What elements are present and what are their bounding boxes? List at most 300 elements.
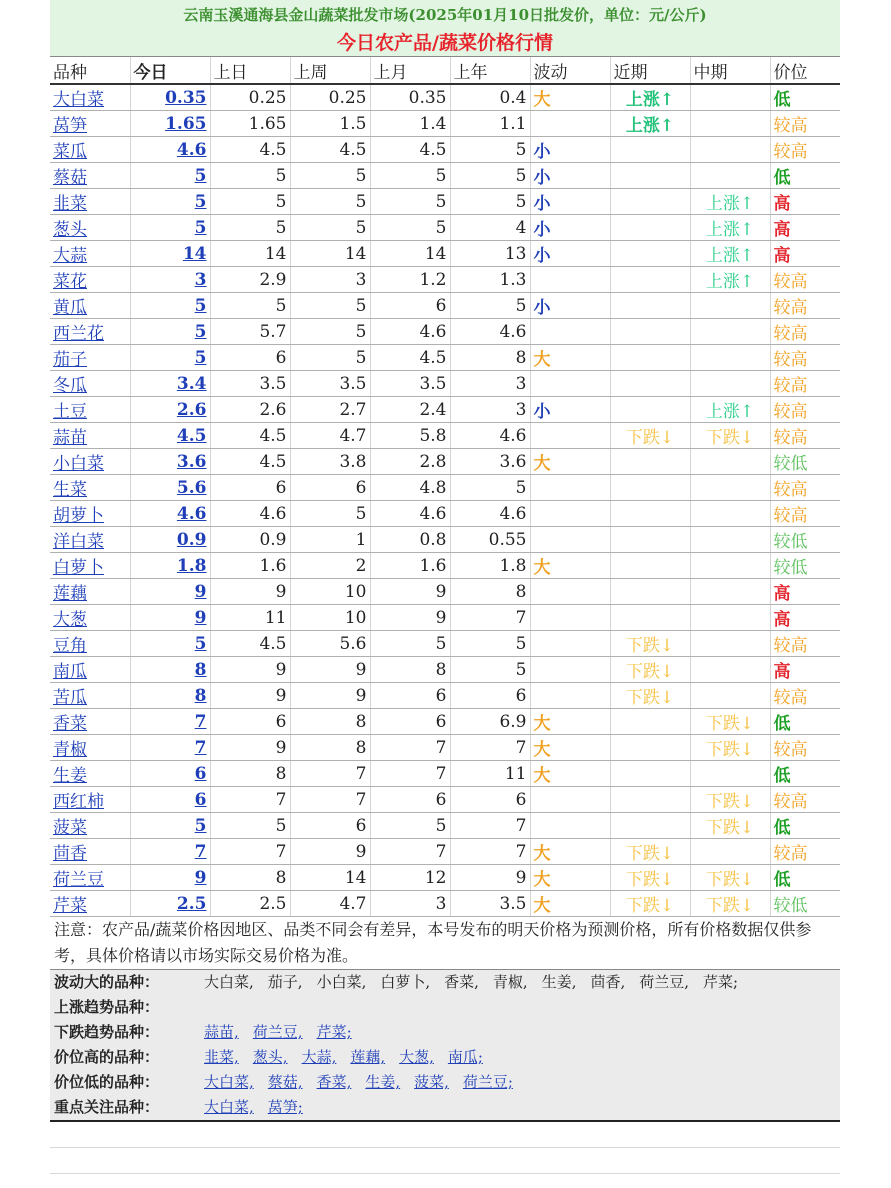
price-level-cell[interactable]: 较高: [770, 111, 840, 137]
prev-week-cell[interactable]: 1.5: [290, 111, 370, 137]
mid-trend-cell[interactable]: 下跌↓: [690, 709, 770, 735]
veg-name-cell[interactable]: 菜花: [50, 267, 130, 293]
prev-day-cell[interactable]: 4.6: [210, 501, 290, 527]
prev-year-cell[interactable]: 1.1: [450, 111, 530, 137]
volatility-cell[interactable]: [530, 475, 610, 501]
prev-day-cell[interactable]: 9: [210, 683, 290, 709]
volatility-cell[interactable]: 小: [530, 397, 610, 423]
prev-day-cell[interactable]: 6: [210, 709, 290, 735]
prev-month-cell[interactable]: 4.6: [370, 319, 450, 345]
prev-week-cell[interactable]: 0.25: [290, 84, 370, 111]
mid-trend-cell[interactable]: [690, 631, 770, 657]
prev-month-cell[interactable]: 4.6: [370, 501, 450, 527]
volatility-cell[interactable]: 大: [530, 761, 610, 787]
prev-year-cell[interactable]: 6.9: [450, 709, 530, 735]
prev-day-cell[interactable]: 4.5: [210, 631, 290, 657]
prev-week-cell[interactable]: 9: [290, 657, 370, 683]
mid-trend-cell[interactable]: 上涨↑: [690, 397, 770, 423]
summary-item[interactable]: 荷兰豆;: [462, 1073, 513, 1091]
near-trend-cell[interactable]: [610, 397, 690, 423]
volatility-cell[interactable]: [530, 319, 610, 345]
prev-year-cell[interactable]: 0.4: [450, 84, 530, 111]
prev-day-cell[interactable]: 6: [210, 475, 290, 501]
prev-week-cell[interactable]: 14: [290, 865, 370, 891]
volatility-cell[interactable]: 小: [530, 137, 610, 163]
prev-year-cell[interactable]: 6: [450, 683, 530, 709]
prev-year-cell[interactable]: 7: [450, 605, 530, 631]
veg-name-cell[interactable]: 大白菜: [50, 84, 130, 111]
prev-year-cell[interactable]: 8: [450, 579, 530, 605]
prev-week-cell[interactable]: 5: [290, 501, 370, 527]
prev-month-cell[interactable]: 5: [370, 215, 450, 241]
prev-day-cell[interactable]: 2.9: [210, 267, 290, 293]
prev-year-cell[interactable]: 5: [450, 475, 530, 501]
near-trend-cell[interactable]: 上涨↑: [610, 111, 690, 137]
today-price-cell[interactable]: 3: [130, 267, 210, 293]
volatility-cell[interactable]: 大: [530, 735, 610, 761]
veg-name-cell[interactable]: 黄瓜: [50, 293, 130, 319]
prev-week-cell[interactable]: 2: [290, 553, 370, 579]
mid-trend-cell[interactable]: [690, 527, 770, 553]
summary-item[interactable]: 大葱,: [399, 1048, 434, 1066]
today-price-cell[interactable]: 14: [130, 241, 210, 267]
prev-month-cell[interactable]: 1.4: [370, 111, 450, 137]
volatility-cell[interactable]: 大: [530, 345, 610, 371]
volatility-cell[interactable]: 大: [530, 891, 610, 917]
price-level-cell[interactable]: 低: [770, 865, 840, 891]
price-level-cell[interactable]: 高: [770, 189, 840, 215]
near-trend-cell[interactable]: [610, 501, 690, 527]
veg-name-cell[interactable]: 莲藕: [50, 579, 130, 605]
price-level-cell[interactable]: 低: [770, 84, 840, 111]
prev-month-cell[interactable]: 4.5: [370, 345, 450, 371]
prev-year-cell[interactable]: 3: [450, 397, 530, 423]
prev-week-cell[interactable]: 7: [290, 761, 370, 787]
price-level-cell[interactable]: 低: [770, 761, 840, 787]
prev-year-cell[interactable]: 0.55: [450, 527, 530, 553]
near-trend-cell[interactable]: [610, 475, 690, 501]
prev-year-cell[interactable]: 8: [450, 345, 530, 371]
col-near-trend[interactable]: 近期: [610, 57, 690, 84]
volatility-cell[interactable]: 大: [530, 84, 610, 111]
today-price-cell[interactable]: 0.9: [130, 527, 210, 553]
prev-week-cell[interactable]: 5: [290, 163, 370, 189]
volatility-cell[interactable]: [530, 631, 610, 657]
veg-name-cell[interactable]: 莴笋: [50, 111, 130, 137]
price-level-cell[interactable]: 较高: [770, 345, 840, 371]
price-level-cell[interactable]: 较高: [770, 631, 840, 657]
today-price-cell[interactable]: 4.6: [130, 501, 210, 527]
price-level-cell[interactable]: 较低: [770, 449, 840, 475]
veg-name-cell[interactable]: 菜瓜: [50, 137, 130, 163]
veg-name-cell[interactable]: 洋白菜: [50, 527, 130, 553]
prev-week-cell[interactable]: 5: [290, 215, 370, 241]
today-price-cell[interactable]: 4.6: [130, 137, 210, 163]
prev-week-cell[interactable]: 14: [290, 241, 370, 267]
prev-month-cell[interactable]: 7: [370, 761, 450, 787]
veg-name-cell[interactable]: 青椒: [50, 735, 130, 761]
volatility-cell[interactable]: 大: [530, 553, 610, 579]
prev-week-cell[interactable]: 8: [290, 709, 370, 735]
price-level-cell[interactable]: 较低: [770, 527, 840, 553]
volatility-cell[interactable]: 大: [530, 865, 610, 891]
veg-name-cell[interactable]: 蔡菇: [50, 163, 130, 189]
prev-year-cell[interactable]: 3.6: [450, 449, 530, 475]
prev-week-cell[interactable]: 4.5: [290, 137, 370, 163]
near-trend-cell[interactable]: 下跌↓: [610, 683, 690, 709]
today-price-cell[interactable]: 9: [130, 605, 210, 631]
near-trend-cell[interactable]: [610, 241, 690, 267]
price-level-cell[interactable]: 较高: [770, 787, 840, 813]
col-volatility[interactable]: 波动: [530, 57, 610, 84]
near-trend-cell[interactable]: [610, 163, 690, 189]
prev-day-cell[interactable]: 0.25: [210, 84, 290, 111]
prev-day-cell[interactable]: 8: [210, 865, 290, 891]
prev-week-cell[interactable]: 9: [290, 839, 370, 865]
mid-trend-cell[interactable]: [690, 657, 770, 683]
prev-year-cell[interactable]: 9: [450, 865, 530, 891]
price-level-cell[interactable]: 高: [770, 579, 840, 605]
prev-year-cell[interactable]: 7: [450, 813, 530, 839]
empty-row[interactable]: [50, 1148, 840, 1174]
near-trend-cell[interactable]: [610, 605, 690, 631]
prev-month-cell[interactable]: 14: [370, 241, 450, 267]
prev-week-cell[interactable]: 4.7: [290, 891, 370, 917]
near-trend-cell[interactable]: [610, 761, 690, 787]
price-level-cell[interactable]: 较高: [770, 423, 840, 449]
today-price-cell[interactable]: 5: [130, 631, 210, 657]
mid-trend-cell[interactable]: [690, 553, 770, 579]
prev-day-cell[interactable]: 1.65: [210, 111, 290, 137]
mid-trend-cell[interactable]: [690, 449, 770, 475]
price-level-cell[interactable]: 较高: [770, 501, 840, 527]
volatility-cell[interactable]: 大: [530, 839, 610, 865]
near-trend-cell[interactable]: 下跌↓: [610, 891, 690, 917]
near-trend-cell[interactable]: [610, 709, 690, 735]
today-price-cell[interactable]: 8: [130, 683, 210, 709]
mid-trend-cell[interactable]: [690, 579, 770, 605]
veg-name-cell[interactable]: 西兰花: [50, 319, 130, 345]
veg-name-cell[interactable]: 南瓜: [50, 657, 130, 683]
mid-trend-cell[interactable]: [690, 475, 770, 501]
summary-item[interactable]: 大蒜,: [301, 1048, 337, 1066]
veg-name-cell[interactable]: 西红柿: [50, 787, 130, 813]
mid-trend-cell[interactable]: [690, 163, 770, 189]
prev-year-cell[interactable]: 5: [450, 163, 530, 189]
near-trend-cell[interactable]: [610, 215, 690, 241]
mid-trend-cell[interactable]: 下跌↓: [690, 865, 770, 891]
veg-name-cell[interactable]: 蒜苗: [50, 423, 130, 449]
price-level-cell[interactable]: 较高: [770, 839, 840, 865]
price-level-cell[interactable]: 较高: [770, 137, 840, 163]
near-trend-cell[interactable]: [610, 527, 690, 553]
summary-item[interactable]: 蒜苗,: [204, 1023, 239, 1041]
prev-day-cell[interactable]: 5: [210, 215, 290, 241]
mid-trend-cell[interactable]: [690, 839, 770, 865]
volatility-cell[interactable]: 小: [530, 189, 610, 215]
volatility-cell[interactable]: [530, 423, 610, 449]
volatility-cell[interactable]: [530, 501, 610, 527]
summary-item[interactable]: 蔡菇,: [267, 1073, 303, 1091]
today-price-cell[interactable]: 5: [130, 215, 210, 241]
prev-year-cell[interactable]: 1.3: [450, 267, 530, 293]
prev-month-cell[interactable]: 3.5: [370, 371, 450, 397]
prev-month-cell[interactable]: 1.6: [370, 553, 450, 579]
prev-day-cell[interactable]: 3.5: [210, 371, 290, 397]
prev-day-cell[interactable]: 14: [210, 241, 290, 267]
prev-year-cell[interactable]: 13: [450, 241, 530, 267]
prev-week-cell[interactable]: 5: [290, 319, 370, 345]
today-price-cell[interactable]: 1.8: [130, 553, 210, 579]
prev-day-cell[interactable]: 5.7: [210, 319, 290, 345]
price-level-cell[interactable]: 较高: [770, 371, 840, 397]
prev-year-cell[interactable]: 3.5: [450, 891, 530, 917]
mid-trend-cell[interactable]: 下跌↓: [690, 891, 770, 917]
today-price-cell[interactable]: 1.65: [130, 111, 210, 137]
prev-year-cell[interactable]: 5: [450, 293, 530, 319]
prev-day-cell[interactable]: 0.9: [210, 527, 290, 553]
summary-item[interactable]: 芹菜;: [316, 1023, 352, 1041]
prev-day-cell[interactable]: 9: [210, 657, 290, 683]
prev-day-cell[interactable]: 9: [210, 579, 290, 605]
prev-month-cell[interactable]: 5: [370, 189, 450, 215]
veg-name-cell[interactable]: 白萝卜: [50, 553, 130, 579]
prev-week-cell[interactable]: 10: [290, 579, 370, 605]
volatility-cell[interactable]: [530, 683, 610, 709]
prev-day-cell[interactable]: 11: [210, 605, 290, 631]
volatility-cell[interactable]: 小: [530, 163, 610, 189]
prev-day-cell[interactable]: 2.6: [210, 397, 290, 423]
near-trend-cell[interactable]: 下跌↓: [610, 865, 690, 891]
prev-month-cell[interactable]: 8: [370, 657, 450, 683]
mid-trend-cell[interactable]: [690, 501, 770, 527]
price-level-cell[interactable]: 较低: [770, 891, 840, 917]
summary-item[interactable]: 南瓜;: [447, 1048, 483, 1066]
near-trend-cell[interactable]: [610, 189, 690, 215]
near-trend-cell[interactable]: [610, 787, 690, 813]
prev-month-cell[interactable]: 5: [370, 813, 450, 839]
price-level-cell[interactable]: 高: [770, 241, 840, 267]
col-prev-year[interactable]: 上年: [450, 57, 530, 84]
col-price-level[interactable]: 价位: [770, 57, 840, 84]
veg-name-cell[interactable]: 茄子: [50, 345, 130, 371]
today-price-cell[interactable]: 7: [130, 735, 210, 761]
volatility-cell[interactable]: [530, 267, 610, 293]
today-price-cell[interactable]: 5: [130, 189, 210, 215]
veg-name-cell[interactable]: 大葱: [50, 605, 130, 631]
prev-day-cell[interactable]: 4.5: [210, 423, 290, 449]
near-trend-cell[interactable]: [610, 735, 690, 761]
today-price-cell[interactable]: 6: [130, 787, 210, 813]
summary-item[interactable]: 生姜,: [365, 1073, 401, 1091]
price-level-cell[interactable]: 高: [770, 657, 840, 683]
price-level-cell[interactable]: 较高: [770, 683, 840, 709]
volatility-cell[interactable]: 小: [530, 215, 610, 241]
price-level-cell[interactable]: 较高: [770, 293, 840, 319]
today-price-cell[interactable]: 9: [130, 865, 210, 891]
volatility-cell[interactable]: [530, 527, 610, 553]
prev-year-cell[interactable]: 3: [450, 371, 530, 397]
col-today[interactable]: 今日: [130, 57, 210, 84]
prev-month-cell[interactable]: 0.35: [370, 84, 450, 111]
prev-month-cell[interactable]: 0.8: [370, 527, 450, 553]
prev-month-cell[interactable]: 6: [370, 683, 450, 709]
near-trend-cell[interactable]: [610, 449, 690, 475]
empty-row[interactable]: [50, 1122, 840, 1148]
today-price-cell[interactable]: 3.6: [130, 449, 210, 475]
near-trend-cell[interactable]: [610, 319, 690, 345]
veg-name-cell[interactable]: 胡萝卜: [50, 501, 130, 527]
near-trend-cell[interactable]: [610, 813, 690, 839]
col-name[interactable]: 品种: [50, 57, 130, 84]
prev-day-cell[interactable]: 4.5: [210, 449, 290, 475]
volatility-cell[interactable]: [530, 657, 610, 683]
veg-name-cell[interactable]: 冬瓜: [50, 371, 130, 397]
prev-month-cell[interactable]: 9: [370, 605, 450, 631]
near-trend-cell[interactable]: 上涨↑: [610, 84, 690, 111]
near-trend-cell[interactable]: 下跌↓: [610, 839, 690, 865]
today-price-cell[interactable]: 7: [130, 709, 210, 735]
prev-day-cell[interactable]: 5: [210, 813, 290, 839]
prev-week-cell[interactable]: 4.7: [290, 423, 370, 449]
prev-year-cell[interactable]: 5: [450, 657, 530, 683]
prev-day-cell[interactable]: 7: [210, 787, 290, 813]
near-trend-cell[interactable]: [610, 293, 690, 319]
veg-name-cell[interactable]: 葱头: [50, 215, 130, 241]
volatility-cell[interactable]: [530, 813, 610, 839]
col-prev-day[interactable]: 上日: [210, 57, 290, 84]
mid-trend-cell[interactable]: 上涨↑: [690, 267, 770, 293]
prev-day-cell[interactable]: 1.6: [210, 553, 290, 579]
mid-trend-cell[interactable]: 下跌↓: [690, 787, 770, 813]
summary-item[interactable]: 香菜,: [316, 1073, 352, 1091]
price-level-cell[interactable]: 较高: [770, 397, 840, 423]
today-price-cell[interactable]: 4.5: [130, 423, 210, 449]
veg-name-cell[interactable]: 茴香: [50, 839, 130, 865]
prev-year-cell[interactable]: 4.6: [450, 423, 530, 449]
prev-month-cell[interactable]: 9: [370, 579, 450, 605]
near-trend-cell[interactable]: [610, 371, 690, 397]
prev-week-cell[interactable]: 10: [290, 605, 370, 631]
volatility-cell[interactable]: [530, 605, 610, 631]
summary-item[interactable]: 韭菜,: [204, 1048, 239, 1066]
volatility-cell[interactable]: 大: [530, 709, 610, 735]
prev-week-cell[interactable]: 3: [290, 267, 370, 293]
prev-month-cell[interactable]: 7: [370, 735, 450, 761]
veg-name-cell[interactable]: 生菜: [50, 475, 130, 501]
prev-year-cell[interactable]: 7: [450, 735, 530, 761]
mid-trend-cell[interactable]: 下跌↓: [690, 813, 770, 839]
veg-name-cell[interactable]: 荷兰豆: [50, 865, 130, 891]
prev-week-cell[interactable]: 3.8: [290, 449, 370, 475]
prev-month-cell[interactable]: 6: [370, 293, 450, 319]
prev-year-cell[interactable]: 1.8: [450, 553, 530, 579]
mid-trend-cell[interactable]: 上涨↑: [690, 215, 770, 241]
prev-month-cell[interactable]: 6: [370, 787, 450, 813]
price-level-cell[interactable]: 较低: [770, 553, 840, 579]
veg-name-cell[interactable]: 菠菜: [50, 813, 130, 839]
summary-item[interactable]: 荷兰豆,: [252, 1023, 303, 1041]
price-level-cell[interactable]: 较高: [770, 735, 840, 761]
today-price-cell[interactable]: 2.6: [130, 397, 210, 423]
prev-year-cell[interactable]: 6: [450, 787, 530, 813]
prev-year-cell[interactable]: 4.6: [450, 319, 530, 345]
prev-year-cell[interactable]: 11: [450, 761, 530, 787]
prev-week-cell[interactable]: 5: [290, 293, 370, 319]
veg-name-cell[interactable]: 苦瓜: [50, 683, 130, 709]
near-trend-cell[interactable]: [610, 345, 690, 371]
mid-trend-cell[interactable]: 上涨↑: [690, 189, 770, 215]
today-price-cell[interactable]: 5: [130, 345, 210, 371]
mid-trend-cell[interactable]: [690, 137, 770, 163]
mid-trend-cell[interactable]: [690, 683, 770, 709]
veg-name-cell[interactable]: 大蒜: [50, 241, 130, 267]
today-price-cell[interactable]: 0.35: [130, 84, 210, 111]
prev-week-cell[interactable]: 2.7: [290, 397, 370, 423]
prev-month-cell[interactable]: 3: [370, 891, 450, 917]
today-price-cell[interactable]: 7: [130, 839, 210, 865]
near-trend-cell[interactable]: 下跌↓: [610, 631, 690, 657]
today-price-cell[interactable]: 2.5: [130, 891, 210, 917]
prev-month-cell[interactable]: 2.4: [370, 397, 450, 423]
near-trend-cell[interactable]: [610, 579, 690, 605]
today-price-cell[interactable]: 6: [130, 761, 210, 787]
prev-year-cell[interactable]: 7: [450, 839, 530, 865]
volatility-cell[interactable]: 小: [530, 293, 610, 319]
prev-month-cell[interactable]: 1.2: [370, 267, 450, 293]
mid-trend-cell[interactable]: [690, 345, 770, 371]
prev-day-cell[interactable]: 6: [210, 345, 290, 371]
summary-item[interactable]: 葱头,: [252, 1048, 288, 1066]
prev-day-cell[interactable]: 5: [210, 293, 290, 319]
prev-week-cell[interactable]: 5.6: [290, 631, 370, 657]
summary-item[interactable]: 大白菜,: [204, 1073, 254, 1091]
prev-week-cell[interactable]: 3.5: [290, 371, 370, 397]
col-prev-week[interactable]: 上周: [290, 57, 370, 84]
summary-item[interactable]: 菠菜,: [414, 1073, 449, 1091]
prev-month-cell[interactable]: 5.8: [370, 423, 450, 449]
today-price-cell[interactable]: 5: [130, 813, 210, 839]
col-mid-trend[interactable]: 中期: [690, 57, 770, 84]
veg-name-cell[interactable]: 香菜: [50, 709, 130, 735]
prev-month-cell[interactable]: 5: [370, 163, 450, 189]
today-price-cell[interactable]: 9: [130, 579, 210, 605]
prev-year-cell[interactable]: 5: [450, 631, 530, 657]
today-price-cell[interactable]: 5: [130, 163, 210, 189]
summary-item[interactable]: 大白菜,: [204, 1098, 254, 1116]
mid-trend-cell[interactable]: [690, 761, 770, 787]
prev-month-cell[interactable]: 2.8: [370, 449, 450, 475]
prev-month-cell[interactable]: 6: [370, 709, 450, 735]
mid-trend-cell[interactable]: 上涨↑: [690, 241, 770, 267]
prev-year-cell[interactable]: 5: [450, 189, 530, 215]
today-price-cell[interactable]: 5: [130, 319, 210, 345]
veg-name-cell[interactable]: 小白菜: [50, 449, 130, 475]
price-level-cell[interactable]: 低: [770, 709, 840, 735]
prev-month-cell[interactable]: 7: [370, 839, 450, 865]
prev-month-cell[interactable]: 4.8: [370, 475, 450, 501]
prev-week-cell[interactable]: 7: [290, 787, 370, 813]
prev-week-cell[interactable]: 6: [290, 813, 370, 839]
near-trend-cell[interactable]: [610, 267, 690, 293]
col-prev-month[interactable]: 上月: [370, 57, 450, 84]
prev-week-cell[interactable]: 6: [290, 475, 370, 501]
prev-day-cell[interactable]: 9: [210, 735, 290, 761]
prev-week-cell[interactable]: 5: [290, 189, 370, 215]
veg-name-cell[interactable]: 韭菜: [50, 189, 130, 215]
volatility-cell[interactable]: 大: [530, 449, 610, 475]
summary-item[interactable]: 莲藕,: [350, 1048, 386, 1066]
